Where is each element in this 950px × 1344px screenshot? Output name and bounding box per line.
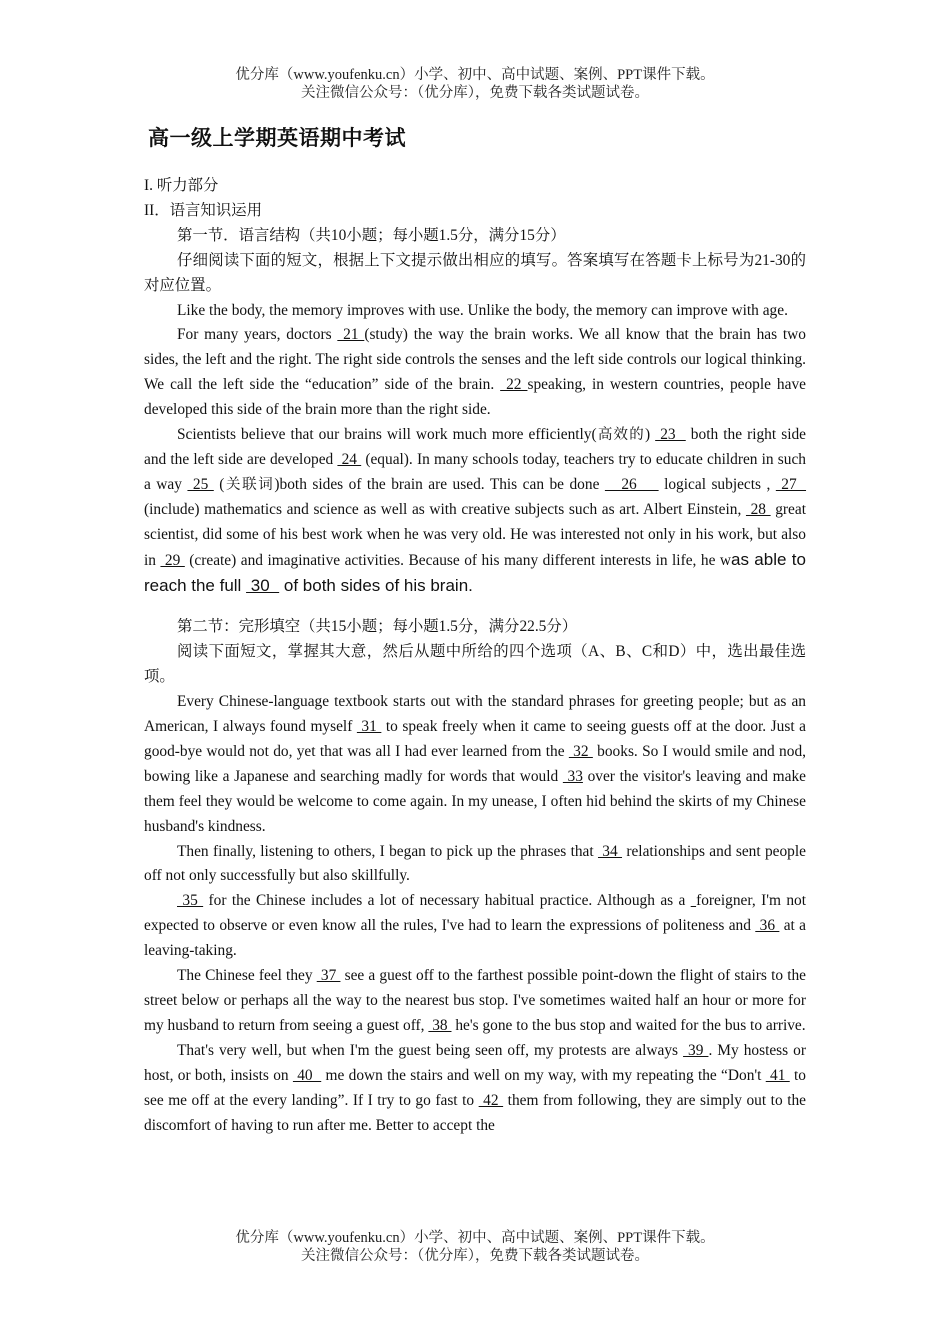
page-footer: [0, 1229, 950, 1265]
blank-41: 41: [765, 1066, 790, 1084]
part2-title: 第二节：完形填空（共15小题；每小题1.5分，满分22.5分）: [177, 618, 578, 636]
blank-25: 25: [187, 475, 214, 493]
blank-30: 30: [246, 575, 280, 595]
blank-22: 22: [500, 376, 528, 394]
header-line-2: 关注微信公众号：（优分库），免费下载各类试题试卷。: [301, 85, 649, 101]
passage2-para2: Then finally, listening to others, I began to pick up the phrases that 34 relationships and sent people off not only successfully but also skillfully.: [144, 842, 806, 885]
document-body: [144, 174, 806, 1138]
blank-31: 31: [356, 718, 382, 736]
blank-32: 32: [568, 742, 593, 760]
blank-28: 28: [745, 500, 771, 518]
blank-39: 39: [683, 1041, 709, 1059]
section-language: II．语言知识运用: [144, 201, 262, 219]
part1-instructions: 仔细阅读下面的短文，根据上下文提示做出相应的填写。答案填写在答题卡上标号为21-30的对应位置。: [144, 251, 806, 294]
blank-29: 29: [160, 551, 185, 569]
passage2-para3: 35 for the Chinese includes a lot of necessary habitual practice. Although as a foreigner, I'm not expected to observe or even know all the rules, I've had to learn the expressions of politeness and 36 at a leaving-taking.: [144, 892, 806, 960]
blank-36: 36: [755, 917, 780, 935]
blank-26: 26: [604, 475, 659, 493]
page-title: 高一级上学期英语期中考试: [148, 126, 406, 150]
part2-instructions: 阅读下面短文，掌握其大意，然后从题中所给的四个选项（A、B、C和D）中，选出最佳选项。: [144, 643, 806, 686]
blank-23: 23: [655, 426, 686, 444]
blank-34: 34: [597, 842, 623, 860]
passage2-para4: The Chinese feel they 37 see a guest off to the farthest possible point-down the flight of stairs to the street below or perhaps all the way to the nearest bus stop. I've sometimes waited half an hour or more for my husband to return from seeing a guest off, 38 he's gone to the bus stop and waited for the bus to arrive.: [144, 967, 807, 1034]
passage2-para5: That's very well, but when I'm the guest being seen off, my protests are always 39 . My hostess or host, or both, insists on 40 me down the stairs and well on my way, with my repeating the “Don't 41 to see me off at the every landing”. If I try to go fast to 42 them from following, they are simply out to the discomfort of having to run after me. Better to accept the: [144, 1041, 807, 1134]
blank-40: 40: [292, 1066, 322, 1084]
passage2-para1: Every Chinese-language textbook starts out with the standard phrases for greeting people; but as an American, I always found myself 31 to speak freely when it came to seeing guests off at the door. Just a good-bye would not do, yet that was all I had ever learned from the 32 books. So I would smile and nod, bowing like a Japanese and searching madly for words that would 33 over the visitor's leaving and make them feel they would be welcome to come again. In my unease, I often hid behind the skirts of my Chinese husband's kindness.: [144, 693, 806, 835]
footer-line-1: 优分库（www.youfenku.cn）小学、初中、高中试题、案例、PPT课件下载。: [235, 1230, 715, 1246]
passage1-para3: Scientists believe that our brains will work much more efficiently(高效的) 23 both the right side and the left side are developed 24 (equal). In many schools today, teachers try to educate children in such a way 25 (关联词)both sides of the brain are used. This can be done 26 logical subjects , 27 (include) mathematics and science as well as with creative subjects such as art. Albert Einstein, 28 great scientist, did some of his best work when he was very old. He was interested not only in his work, but also in 29 (create) and imaginative activities. Because of his many different interests in life, he was able to reach the full 30 of both sides of his brain.: [144, 426, 807, 595]
part1-title: 第一节．语言结构（共10小题；每小题1.5分，满分15分）: [177, 226, 566, 244]
passage1-para1: Like the body, the memory improves with use. Unlike the body, the memory can improve with age.: [177, 301, 788, 319]
blank-24: 24: [337, 450, 362, 468]
blank-38: 38: [428, 1016, 452, 1034]
blank-33: 33: [562, 767, 583, 785]
blank-21: 21: [337, 326, 365, 344]
blank-27: 27: [775, 475, 807, 493]
page-header: [0, 66, 950, 102]
passage1-para2: For many years, doctors 21 (study) the way the brain works. We all know that the brain has two sides, the left and the right. The right side controls the senses and the left side controls our logical thinking. We call the left side the “education” side of the brain. 22 speaking, in western countries, people have developed this side of the brain more than the right side.: [144, 326, 806, 419]
section-listening: I. 听力部分: [144, 177, 219, 194]
blank-37: 37: [316, 967, 341, 985]
footer-line-2: 关注微信公众号：（优分库），免费下载各类试题试卷。: [301, 1248, 649, 1264]
blank-42: 42: [478, 1091, 504, 1109]
header-line-1: 优分库（www.youfenku.cn）小学、初中、高中试题、案例、PPT课件下载。: [235, 67, 715, 83]
blank-35: 35: [177, 892, 204, 910]
